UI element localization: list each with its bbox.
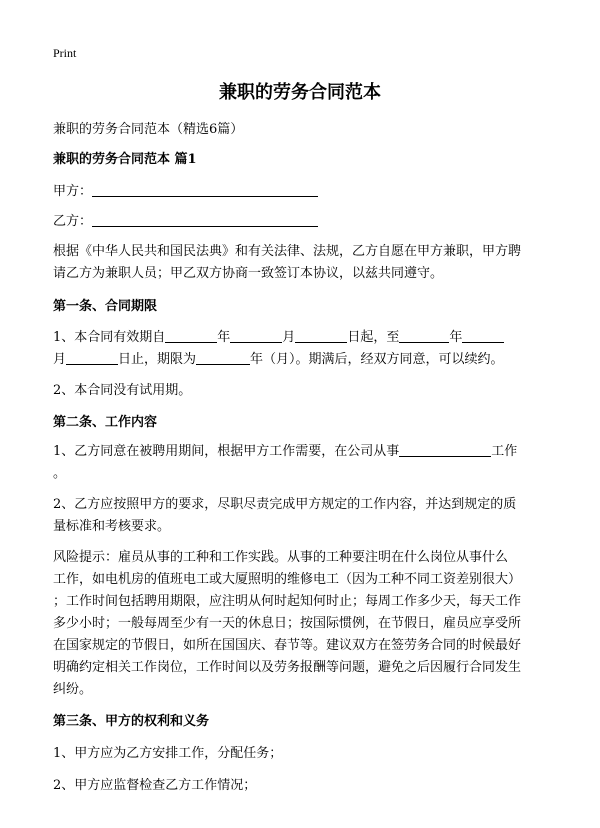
party-a-blank[interactable] [92, 182, 318, 197]
job-blank[interactable] [399, 442, 491, 457]
article3-heading: 第三条、甲方的权利和义务 [53, 714, 210, 729]
party-a-line [53, 180, 553, 203]
risk-tip-line: 在国家规定的节假日，如所在国国庆、春节等。建议双方在签劳务合同的时候最好 [53, 638, 522, 653]
text-segment: 日起，至 [347, 330, 400, 345]
end-day-blank[interactable] [66, 350, 118, 365]
article2-item1-line1 [53, 440, 553, 463]
party-a-label: 甲方： [53, 184, 93, 199]
text-segment: 日止，期限为 [118, 352, 197, 367]
party-b-line [53, 210, 553, 233]
article1-item1-line1 [53, 326, 553, 349]
risk-tip-line: 工作，如电机房的值班电工或大厦照明的维修电工（因为工种不同工资差别很大） [53, 572, 522, 587]
article1-item2: 2、本合同没有试用期。 [53, 383, 192, 398]
text-segment: 1、本合同有效期自 [53, 330, 166, 345]
party-b-blank[interactable] [92, 212, 318, 227]
article3-item2: 2、甲方应监督检查乙方工作情况； [53, 778, 257, 793]
risk-tip-line: 多少小时；一般每周至少有一天的休息日；按国际惯例，在节假日，雇员应享受所 [53, 616, 522, 631]
text-segment: 年 [217, 330, 231, 345]
document-subtitle: 兼职的劳务合同范本（精选6篇） [53, 122, 244, 137]
end-month-blank[interactable] [462, 328, 504, 343]
start-day-blank[interactable] [295, 328, 347, 343]
text-segment: 1、乙方同意在被聘用期间，根据甲方工作需要，在公司从事 [53, 444, 400, 459]
risk-tip-line: ；工作时间包括聘用期限，应注明从何时起知何时止；每周工作多少天，每天工作 [53, 594, 522, 609]
section-title: 兼职的劳务合同范本 篇1 [53, 152, 197, 167]
term-years-blank[interactable] [196, 350, 250, 365]
article1-heading: 第一条、合同期限 [53, 299, 158, 314]
start-month-blank[interactable] [230, 328, 282, 343]
risk-tip-line: 风险提示：雇员从事的工种和工作实践。从事的工种要注明在什么岗位从事什么 [53, 550, 509, 565]
text-segment: 月 [282, 330, 296, 345]
text-segment: 年（月）。期满后，经双方同意，可以续约。 [250, 352, 504, 367]
end-year-blank[interactable] [399, 328, 449, 343]
party-b-label: 乙方： [53, 214, 93, 229]
article2-item2-line2: 量标准和考核要求。 [53, 519, 171, 534]
article2-item1-line2: 。 [53, 466, 67, 481]
article3-item1: 1、甲方应为乙方安排工作，分配任务； [53, 746, 283, 761]
article2-item2-line1: 2、乙方应按照甲方的要求，尽职尽责完成甲方规定的工作内容，并达到规定的质 [53, 497, 517, 512]
text-segment: 工作 [491, 444, 518, 459]
article1-item1-line2 [53, 348, 553, 371]
text-segment: 年 [449, 330, 463, 345]
risk-tip-line: 明确约定相关工作岗位，工作时间以及劳务报酬等问题，避免之后因履行合同发生 [53, 660, 522, 675]
risk-tip-line: 纠纷。 [53, 682, 93, 697]
intro-line-2: 请乙方为兼职人员；甲乙双方协商一致签订本协议，以兹共同遵守。 [53, 266, 444, 281]
intro-line-1: 根据《中华人民共和国民法典》和有关法律、法规，乙方自愿在甲方兼职，甲方聘 [53, 244, 522, 259]
text-segment: 月 [53, 352, 67, 367]
document-title: 兼职的劳务合同范本 [219, 82, 381, 103]
start-year-blank[interactable] [165, 328, 217, 343]
print-label[interactable]: Print [53, 46, 77, 60]
article2-heading: 第二条、工作内容 [53, 415, 158, 430]
